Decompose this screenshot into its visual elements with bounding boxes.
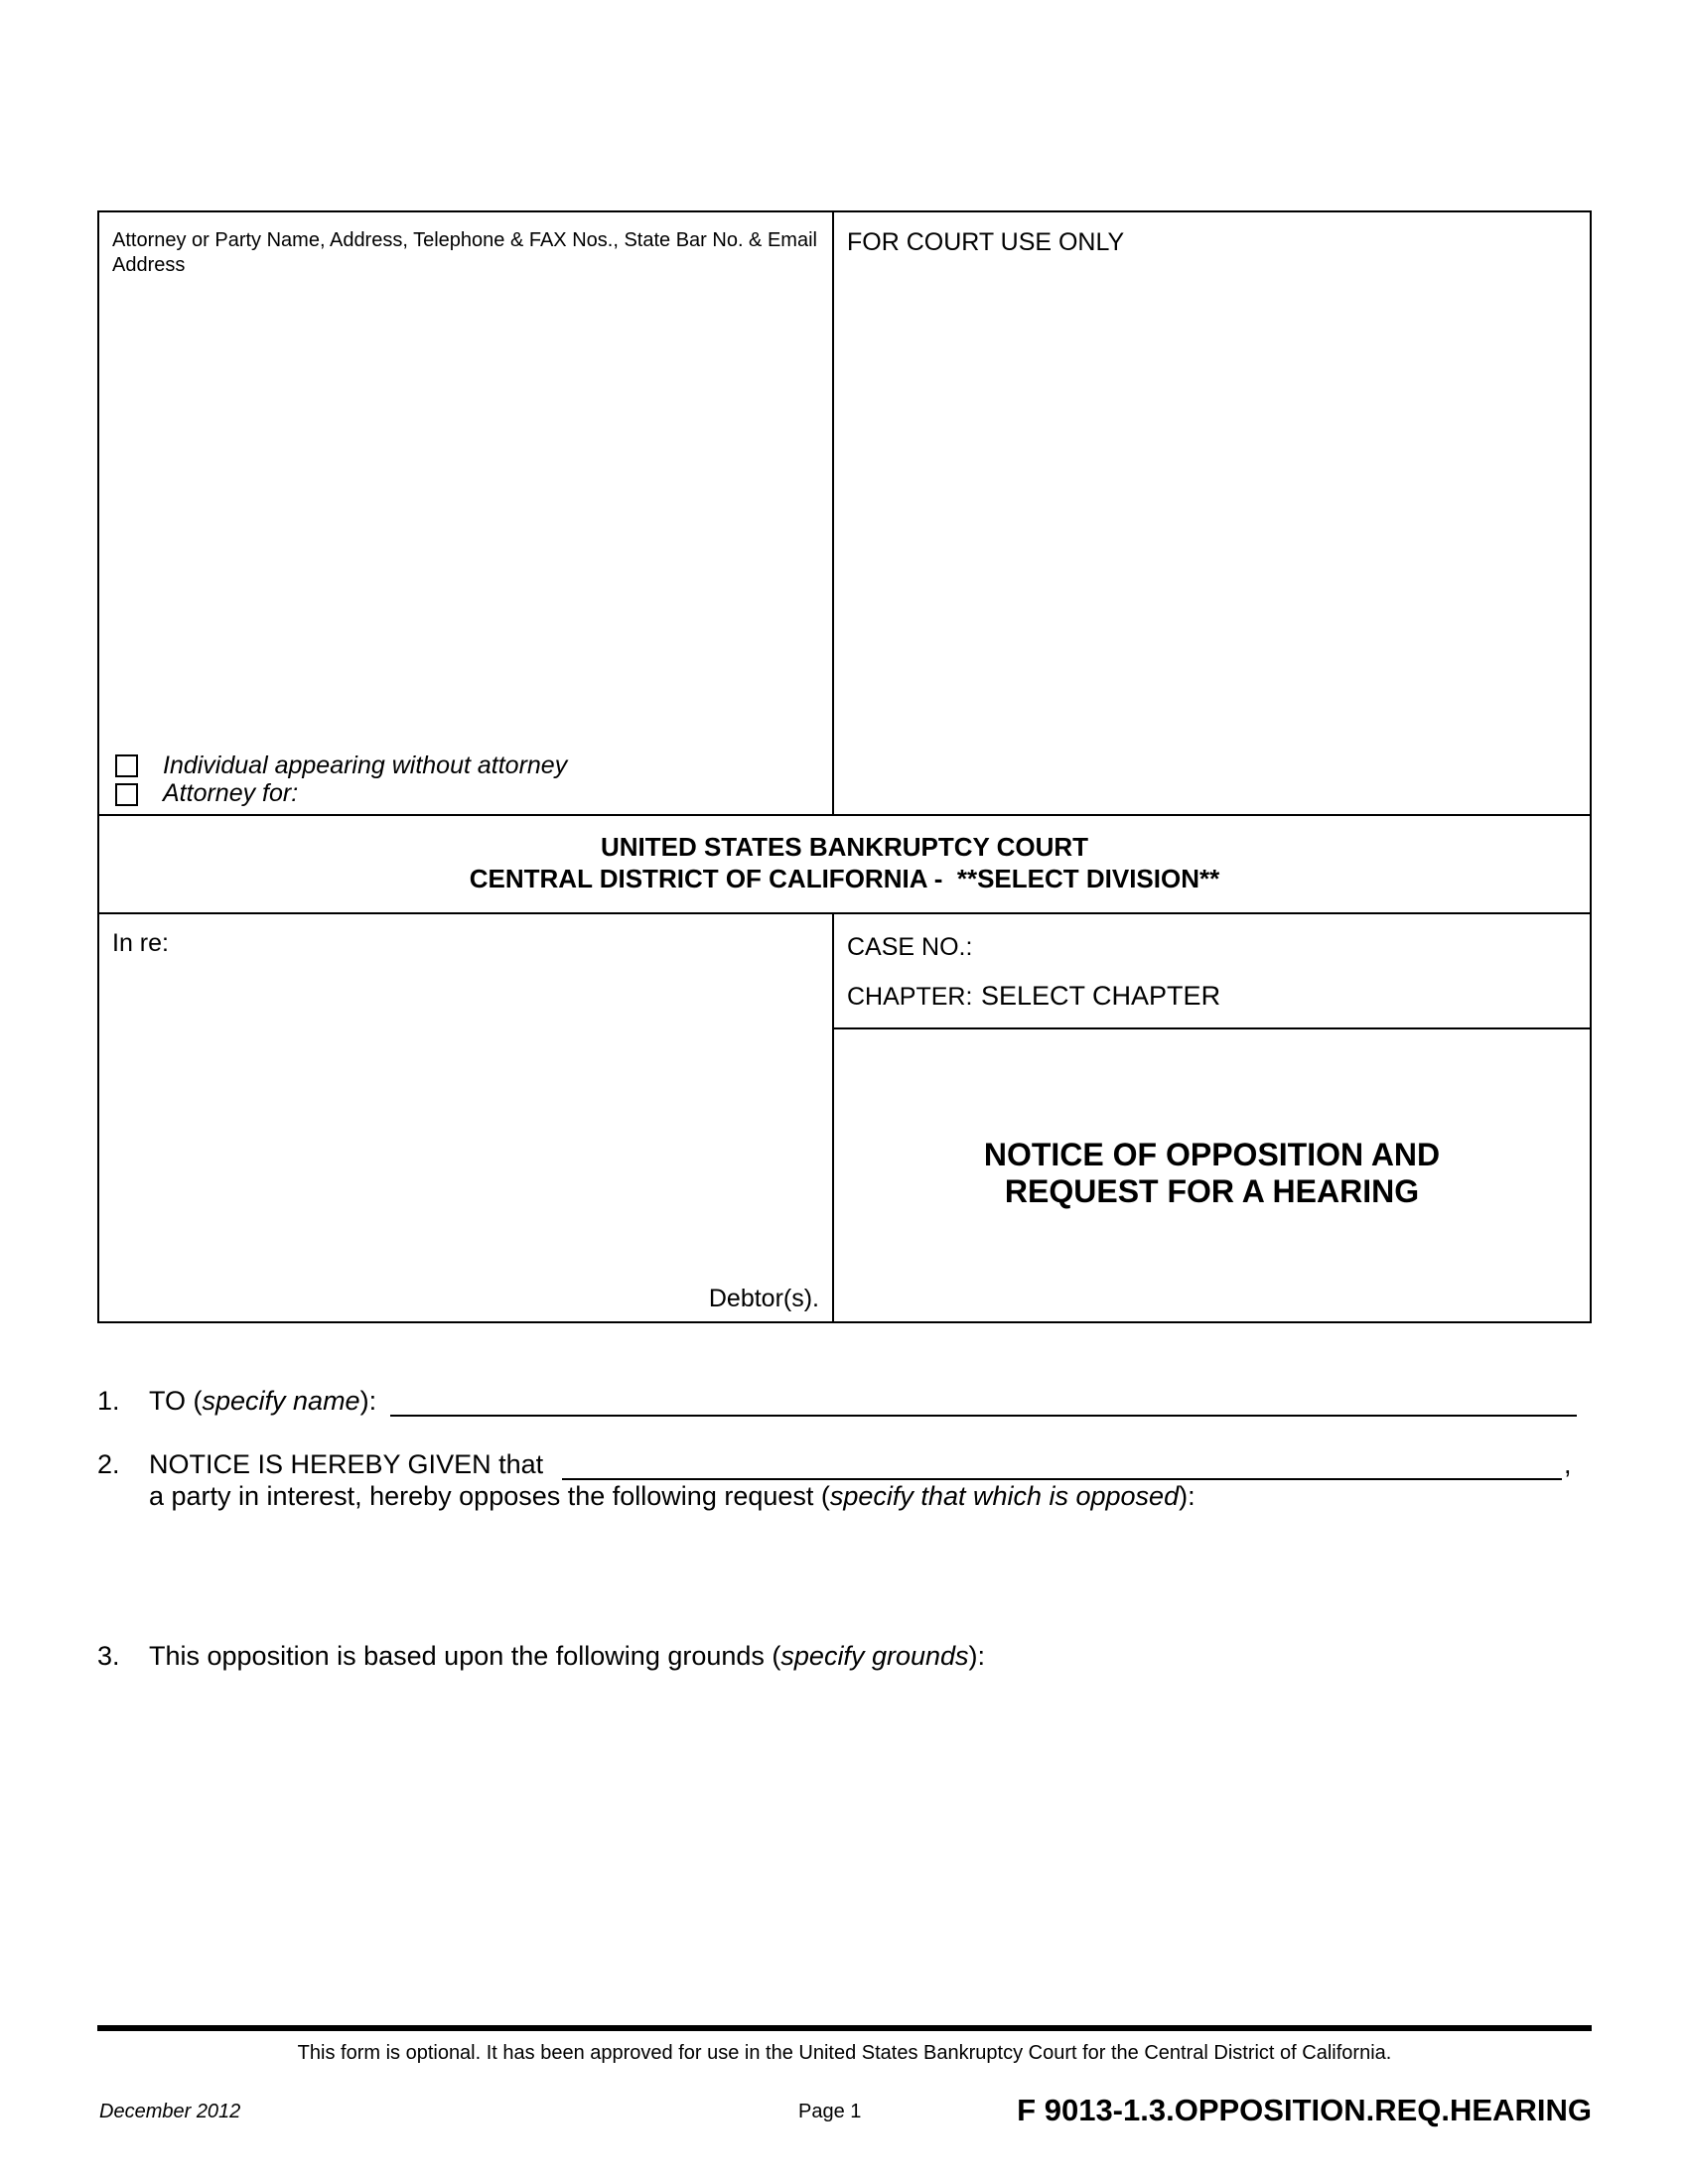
item-3-number: 3. — [97, 1641, 120, 1671]
item-2-line2: a party in interest, hereby opposes the following request (specify that which is opposed): — [149, 1481, 1196, 1511]
item-3-text: This opposition is based upon the following grounds (specify grounds): — [149, 1641, 986, 1671]
divider-bottom-vertical — [832, 912, 834, 1323]
item-1-number: 1. — [97, 1386, 120, 1416]
item-2-text: NOTICE IS HEREBY GIVEN that — [149, 1449, 544, 1479]
item-1-name-field[interactable] — [390, 1415, 1577, 1417]
divider-chapter — [832, 1027, 1592, 1029]
form-title-line2: REQUEST FOR A HEARING — [1004, 1173, 1420, 1209]
item-2-party-field[interactable] — [562, 1478, 1562, 1480]
divider-case — [97, 912, 1592, 914]
footer-note: This form is optional. It has been approved for use in the United States Bankruptcy Court for the Central District of California. — [297, 2042, 1392, 2064]
footer-date: December 2012 — [99, 2101, 241, 2122]
individual-checkbox[interactable] — [115, 754, 138, 777]
footer-page: Page 1 — [798, 2101, 862, 2122]
attorney-for-label: Attorney for: — [163, 779, 299, 807]
debtor-label: Debtor(s). — [708, 1285, 819, 1312]
item-1-text: TO (specify name): — [149, 1386, 377, 1416]
attorney-label: Attorney or Party Name, Address, Telephone & FAX Nos., State Bar No. & Email Address — [112, 229, 817, 276]
chapter-label: CHAPTER: — [847, 983, 973, 1011]
court-district: CENTRAL DISTRICT OF CALIFORNIA - **SELECT DIVISION** — [469, 864, 1220, 893]
court-name: UNITED STATES BANKRUPTCY COURT — [600, 832, 1089, 862]
in-re-label: In re: — [112, 929, 169, 957]
divider-court — [97, 814, 1592, 816]
court-use-label: FOR COURT USE ONLY — [847, 228, 1125, 256]
individual-label: Individual appearing without attorney — [163, 751, 568, 779]
chapter-select[interactable]: SELECT CHAPTER — [981, 981, 1221, 1011]
item-2-comma: , — [1564, 1449, 1572, 1479]
item-2-number: 2. — [97, 1449, 120, 1479]
footer-form-id: F 9013-1.3.OPPOSITION.REQ.HEARING — [1017, 2093, 1592, 2127]
form-title-line1: NOTICE OF OPPOSITION AND — [983, 1137, 1441, 1172]
attorney-for-checkbox[interactable] — [115, 783, 138, 806]
divider-top-vertical — [832, 210, 834, 816]
case-number-label: CASE NO.: — [847, 933, 973, 961]
footer-rule — [97, 2025, 1592, 2031]
